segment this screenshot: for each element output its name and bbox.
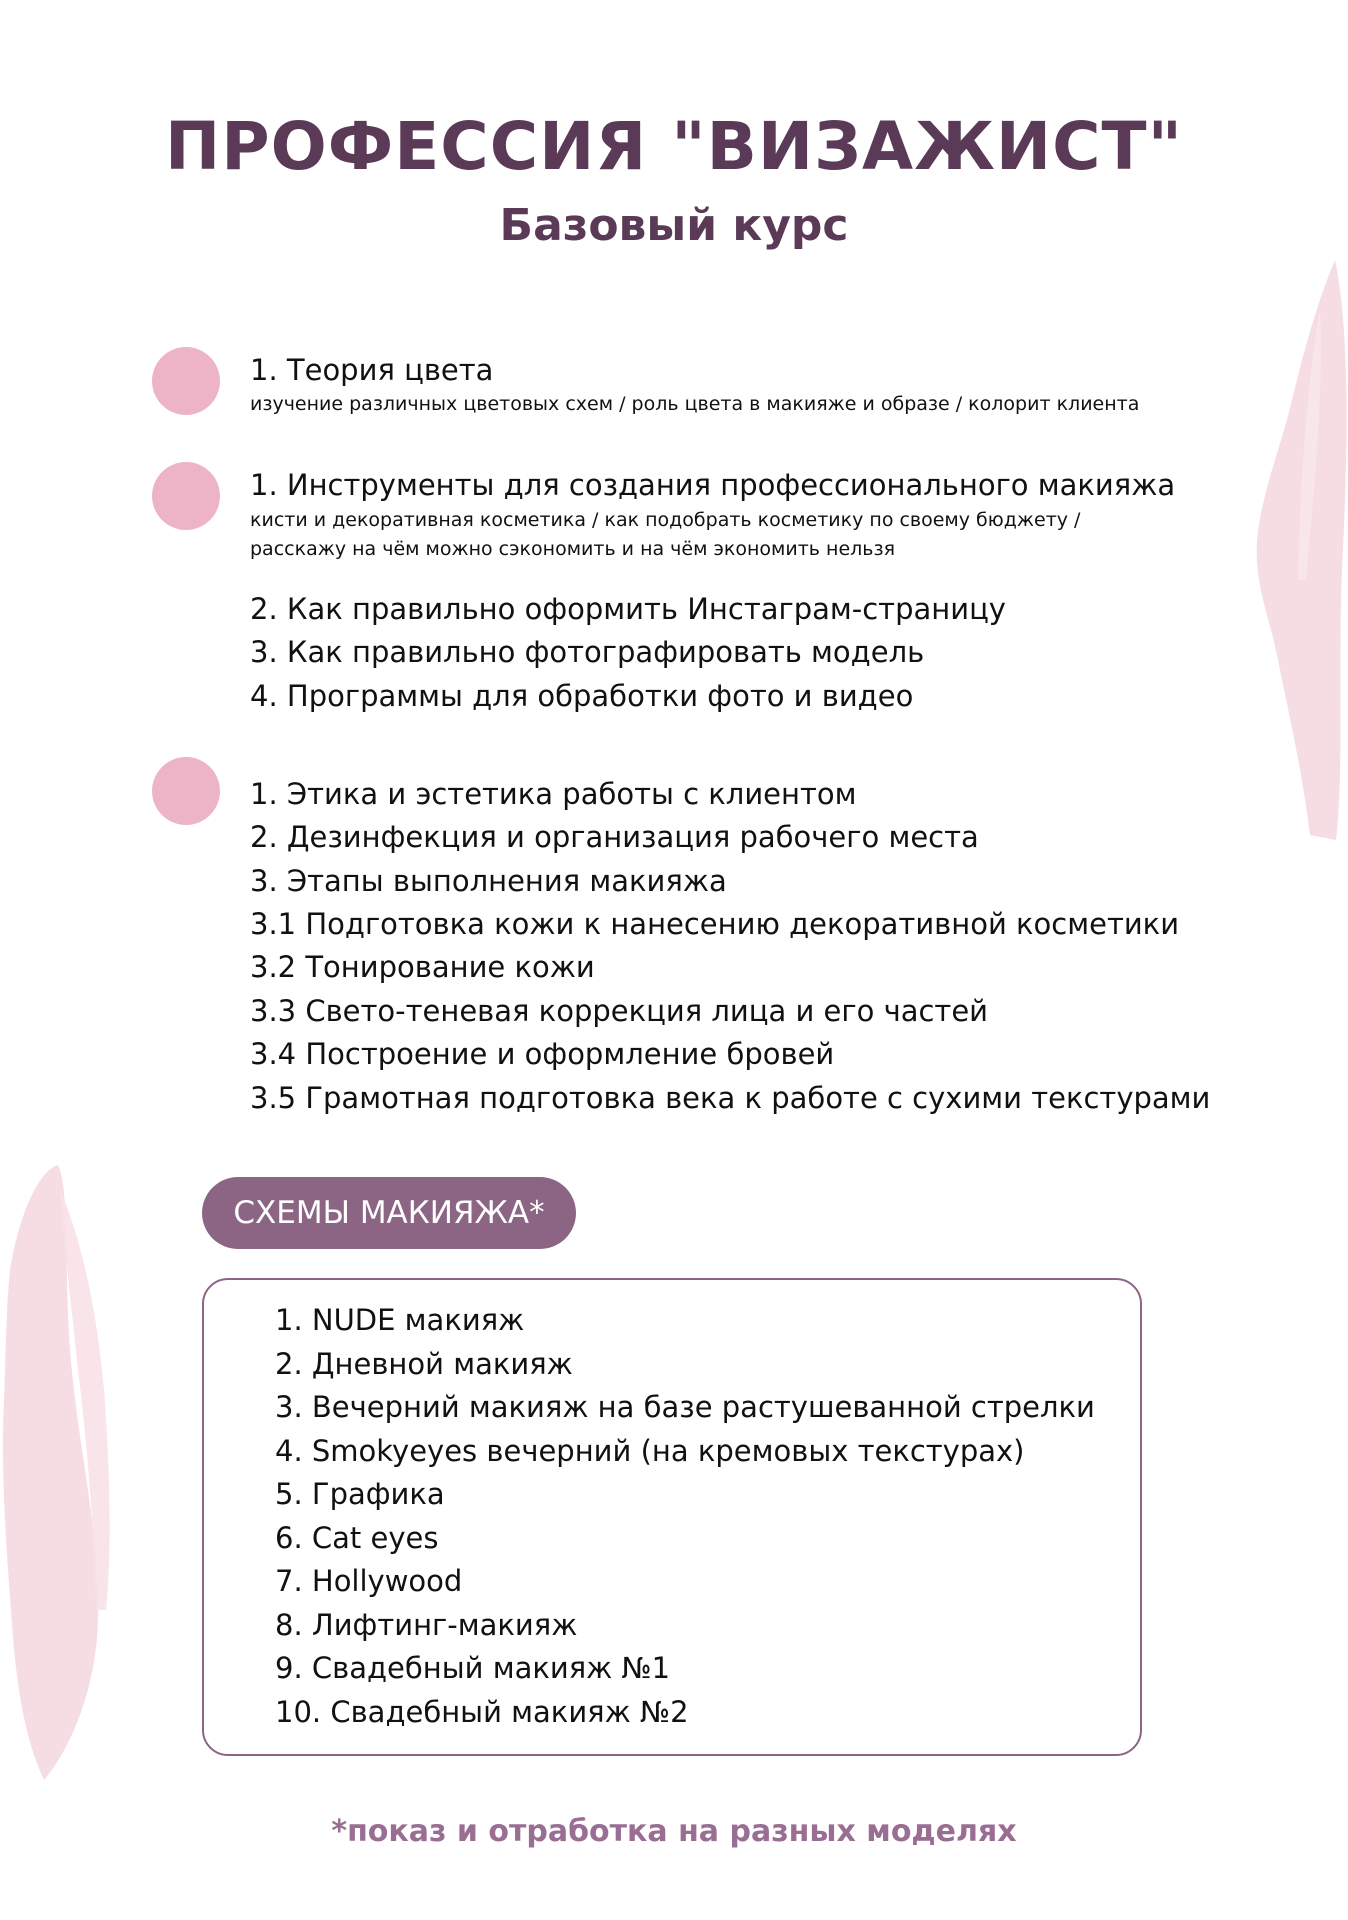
- scheme-item: 5. Графика: [275, 1477, 445, 1511]
- page-title: ПРОФЕССИЯ "ВИЗАЖИСТ": [165, 108, 1183, 185]
- scheme-item: 3. Вечерний макияж на базе растушеванной стрелки: [275, 1390, 1095, 1424]
- block-3-item: 2. Дезинфекция и организация рабочего места: [250, 820, 979, 854]
- block-3-item: 3.4 Построение и оформление бровей: [250, 1037, 835, 1071]
- brush-stroke-right: [1240, 250, 1348, 850]
- block-1-heading: 1. Теория цвета: [250, 353, 494, 387]
- block-3-item: 3.1 Подготовка кожи к нанесению декоративной косметики: [250, 907, 1180, 941]
- block-3-item: 3.3 Свето-теневая коррекция лица и его частей: [250, 994, 989, 1028]
- scheme-item: 7. Hollywood: [275, 1564, 463, 1598]
- block-3-item: 1. Этика и эстетика работы с клиентом: [250, 777, 857, 811]
- bullet-dot: [152, 347, 220, 415]
- scheme-item: 1. NUDE макияж: [275, 1303, 525, 1337]
- scheme-item: 2. Дневной макияж: [275, 1347, 573, 1381]
- block-3-item: 3.2 Тонирование кожи: [250, 950, 595, 984]
- scheme-item: 6. Cat eyes: [275, 1521, 439, 1555]
- page-subtitle: Базовый курс: [499, 200, 849, 251]
- bullet-dot: [152, 757, 220, 825]
- block-1-detail: изучение различных цветовых схем / роль цвета в макияже и образе / колорит клиента: [250, 393, 1140, 415]
- block-2-heading: 1. Инструменты для создания профессионального макияжа: [250, 468, 1176, 502]
- bullet-dot: [152, 462, 220, 530]
- scheme-item: 10. Свадебный макияж №2: [275, 1695, 689, 1729]
- block-2-detail: расскажу на чём можно сэкономить и на чём экономить нельзя: [250, 538, 896, 560]
- block-2-item: 3. Как правильно фотографировать модель: [250, 635, 925, 669]
- footnote: *показ и отработка на разных моделях: [331, 1814, 1017, 1849]
- scheme-item: 9. Свадебный макияж №1: [275, 1651, 671, 1685]
- block-2-detail: кисти и декоративная косметика / как подобрать косметику по своему бюджету /: [250, 509, 1081, 531]
- block-2-item: 2. Как правильно оформить Инстаграм-страницу: [250, 592, 1006, 626]
- schemes-title-badge: СХЕМЫ МАКИЯЖА*: [202, 1177, 576, 1249]
- brush-stroke-left: [0, 1150, 130, 1790]
- scheme-item: 4. Smokyeyes вечерний (на кремовых текстурах): [275, 1434, 1025, 1468]
- scheme-item: 8. Лифтинг-макияж: [275, 1608, 578, 1642]
- block-3-item: 3. Этапы выполнения макияжа: [250, 864, 727, 898]
- block-2-item: 4. Программы для обработки фото и видео: [250, 679, 914, 713]
- block-3-item: 3.5 Грамотная подготовка века к работе с сухими текстурами: [250, 1081, 1211, 1115]
